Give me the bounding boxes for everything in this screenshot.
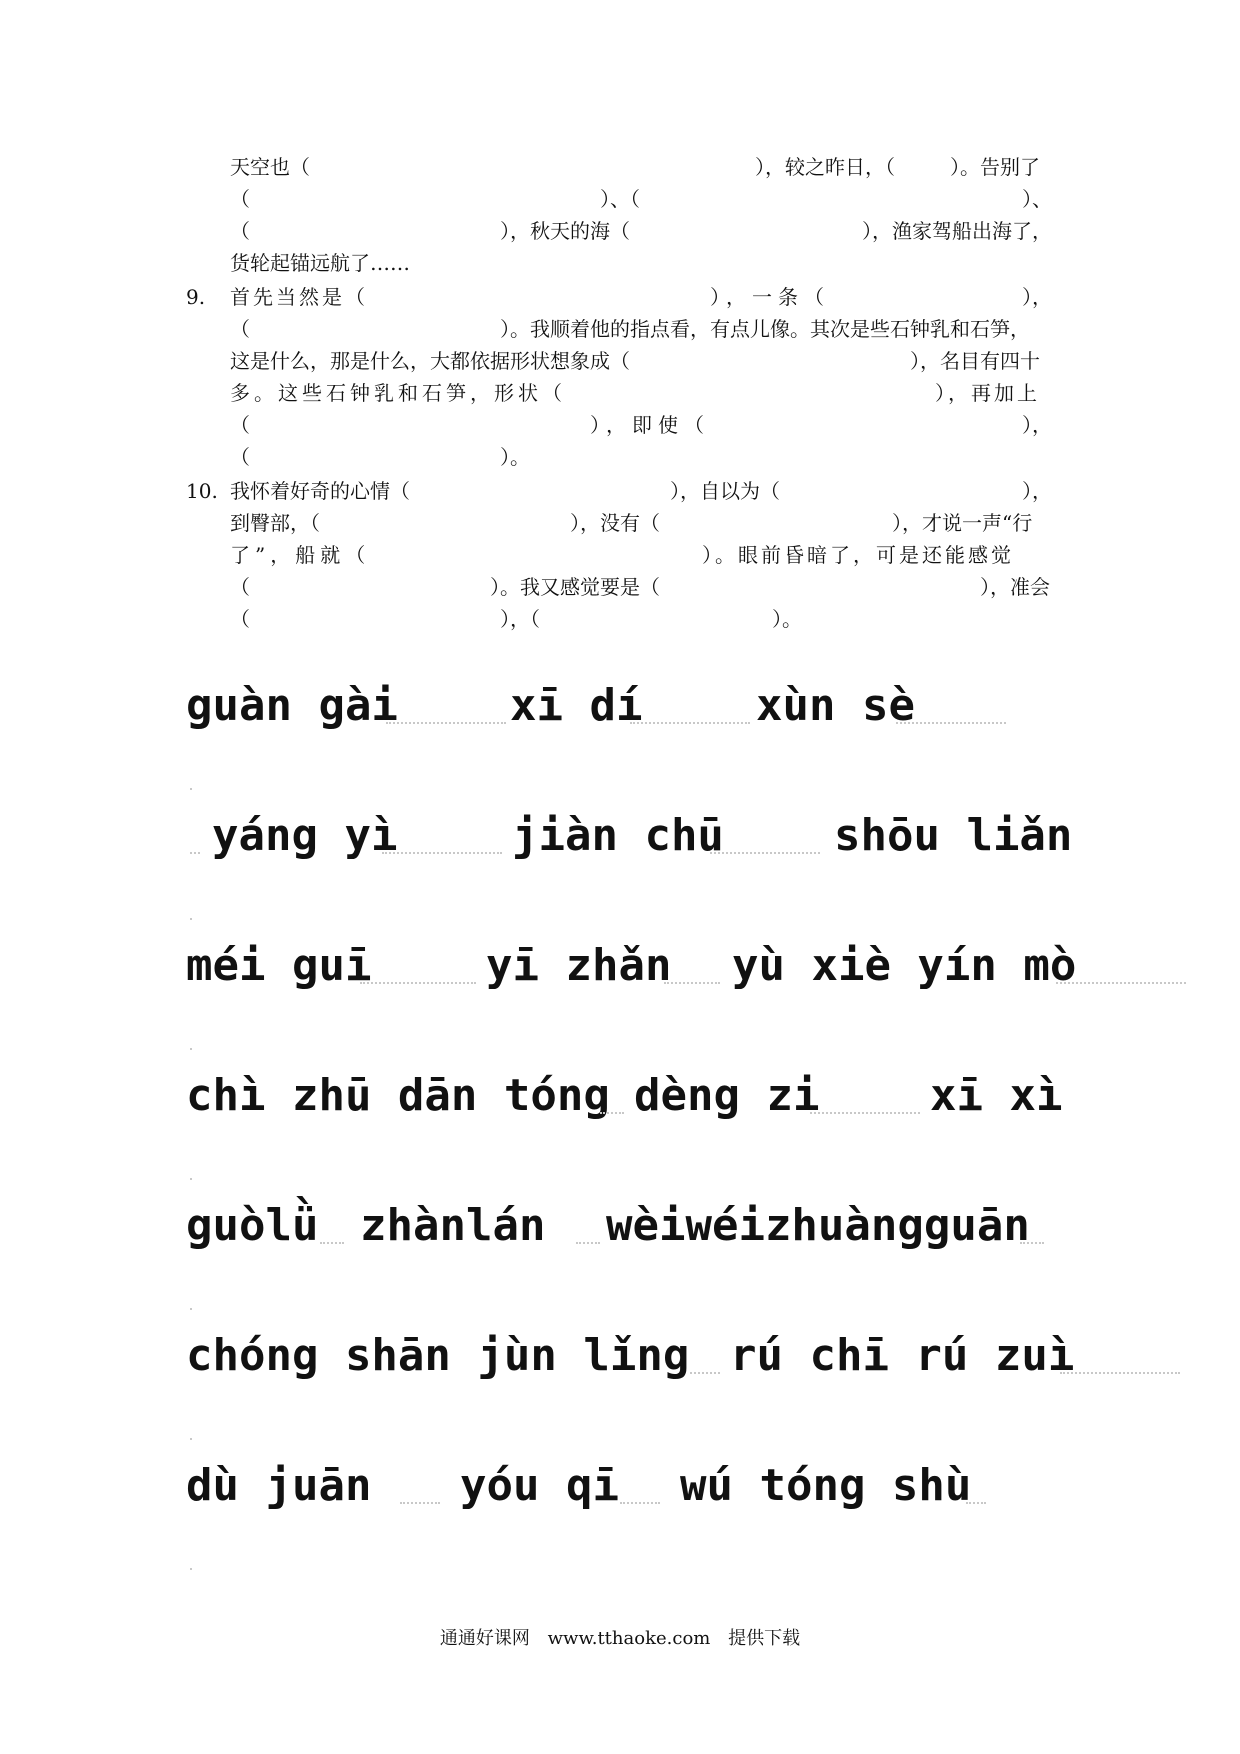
text-segment: ），准会 (980, 575, 1050, 599)
guide-dot (190, 1308, 192, 1310)
text-segment: 这是什么，那是什么，大都依据形状想象成（ (230, 349, 630, 373)
text-line (190, 248, 1060, 278)
text-segment: ）， (1022, 413, 1052, 437)
text-segment: ），渔家驾船出海了， (862, 219, 1052, 243)
text-segment: ），秋天的海（ (500, 219, 630, 243)
guide-dot (190, 918, 192, 920)
text-line (190, 572, 1060, 602)
text-segment: ）、（ (600, 187, 640, 211)
pinyin-word: rú chī rú zuì (730, 1330, 1075, 1381)
guide-dot (190, 1438, 192, 1440)
text-segment: ）。我又感觉要是（ (490, 575, 660, 599)
text-segment: ）。我顺着他的指点看，有点儿像。其次是些石钟乳和石笋， (500, 317, 1030, 341)
text-segment: ）， (1022, 285, 1052, 309)
dotted-guide (1020, 1242, 1044, 1246)
dotted-guide (400, 1502, 440, 1506)
text-segment: ），较之昨日，（ (755, 155, 895, 179)
dotted-guide (320, 1242, 344, 1246)
dotted-guide (620, 1502, 660, 1506)
text-line (190, 442, 1060, 472)
text-segment: ）， (1022, 479, 1052, 503)
text-line (190, 508, 1060, 538)
text-line (190, 314, 1060, 344)
pinyin-word: dèng zi (634, 1070, 820, 1121)
text-segment: ），才说一声“行 (892, 511, 1033, 535)
text-segment: （ (230, 445, 250, 469)
dotted-guide (690, 1372, 720, 1376)
pinyin-word: xùn sè (756, 680, 915, 731)
pinyin-word: shōu liǎn (834, 810, 1073, 861)
text-segment: 到臀部，（ (230, 511, 320, 535)
text-segment: ），（ (500, 607, 540, 631)
text-segment: ），自以为（ (670, 479, 780, 503)
text-line (190, 476, 1060, 506)
item-number: 9. (186, 285, 206, 309)
pinyin-word: xī xì (930, 1070, 1063, 1121)
pinyin-word: yáng yì (212, 810, 398, 861)
pinyin-word: guàn gài (186, 680, 398, 731)
pinyin-word: chì zhū dān tóng (186, 1070, 610, 1121)
text-segment: （ (230, 413, 250, 437)
guide-dot (190, 1048, 192, 1050)
text-line (190, 378, 1060, 408)
pinyin-row (0, 676, 1240, 736)
pinyin-word: wú tóng shù (680, 1460, 972, 1511)
dotted-guide (896, 722, 1006, 726)
pinyin-row (0, 1066, 1240, 1126)
pinyin-word: yóu qī (460, 1460, 619, 1511)
text-segment: ）。 (500, 445, 530, 469)
dotted-guide (1060, 1372, 1180, 1376)
dotted-guide (664, 982, 720, 986)
text-line (190, 410, 1060, 440)
footer-url[interactable]: www.tthaoke.com (547, 1628, 711, 1649)
dotted-guide (360, 982, 476, 986)
pinyin-word: zhànlán (360, 1200, 546, 1251)
pinyin-word: méi guī (186, 940, 372, 991)
dotted-guide (600, 1112, 624, 1116)
pinyin-word: chóng shān jùn lǐng (186, 1330, 690, 1381)
text-segment: ），名目有四十 (910, 349, 1040, 373)
guide-dot (190, 1568, 192, 1570)
text-line (190, 604, 1060, 634)
text-line (190, 540, 1060, 570)
dotted-guide (810, 1112, 920, 1116)
text-segment: 首先当然是（ (230, 285, 368, 309)
text-segment: ）。告别了 (950, 155, 1040, 179)
text-segment: ）。 (772, 607, 802, 631)
guide-dot (190, 1178, 192, 1180)
text-segment: ），没有（ (570, 511, 660, 535)
text-segment: （ (230, 575, 250, 599)
page-footer (0, 1624, 1240, 1650)
text-segment: 多。这些石钟乳和石笋，形状（ (230, 381, 566, 405)
pinyin-word: jiàn chū (512, 810, 724, 861)
pinyin-word: wèiwéizhuàngguān (606, 1200, 1030, 1251)
text-line (190, 346, 1060, 376)
pinyin-row (0, 1196, 1240, 1256)
text-segment: ），一条（ (710, 285, 830, 309)
dotted-guide (576, 1242, 600, 1246)
pinyin-word: yī zhǎn (486, 940, 672, 991)
guide-dot (190, 788, 192, 790)
pinyin-word: dù juān (186, 1460, 372, 1511)
dotted-guide (190, 852, 200, 856)
text-segment: ）、 (1022, 187, 1052, 211)
text-segment: 天空也（ (230, 155, 310, 179)
footer-action: 提供下载 (728, 1628, 801, 1649)
text-segment: ），再加上 (935, 381, 1040, 405)
pinyin-row (0, 936, 1240, 996)
text-segment: （ (230, 317, 250, 341)
dotted-guide (966, 1502, 986, 1506)
dotted-guide (382, 852, 502, 856)
dotted-guide (1056, 982, 1186, 986)
pinyin-row (0, 806, 1240, 866)
text-segment: （ (230, 607, 250, 631)
text-segment: 货轮起锚远航了…… (230, 251, 410, 275)
text-segment: （ (230, 219, 250, 243)
pinyin-word: xī dí (510, 680, 643, 731)
text-segment: 我怀着好奇的心情（ (230, 479, 410, 503)
footer-site-name: 通通好课网 (439, 1628, 530, 1649)
text-segment: 了”，船就（ (230, 543, 371, 567)
text-segment: （ (230, 187, 250, 211)
dotted-guide (630, 722, 750, 726)
pinyin-row (0, 1456, 1240, 1516)
dotted-guide (710, 852, 820, 856)
text-segment: ），即使（ (590, 413, 710, 437)
text-line (190, 184, 1060, 214)
text-line (190, 216, 1060, 246)
text-line (190, 282, 1060, 312)
item-number: 10. (186, 479, 218, 503)
dotted-guide (386, 722, 506, 726)
pinyin-word: guòlǜ (186, 1200, 319, 1251)
text-line (190, 152, 1060, 182)
text-segment: ）。眼前昏暗了，可是还能感觉 (702, 543, 1014, 567)
pinyin-row (0, 1326, 1240, 1386)
pinyin-word: yù xiè yín mò (732, 940, 1077, 991)
